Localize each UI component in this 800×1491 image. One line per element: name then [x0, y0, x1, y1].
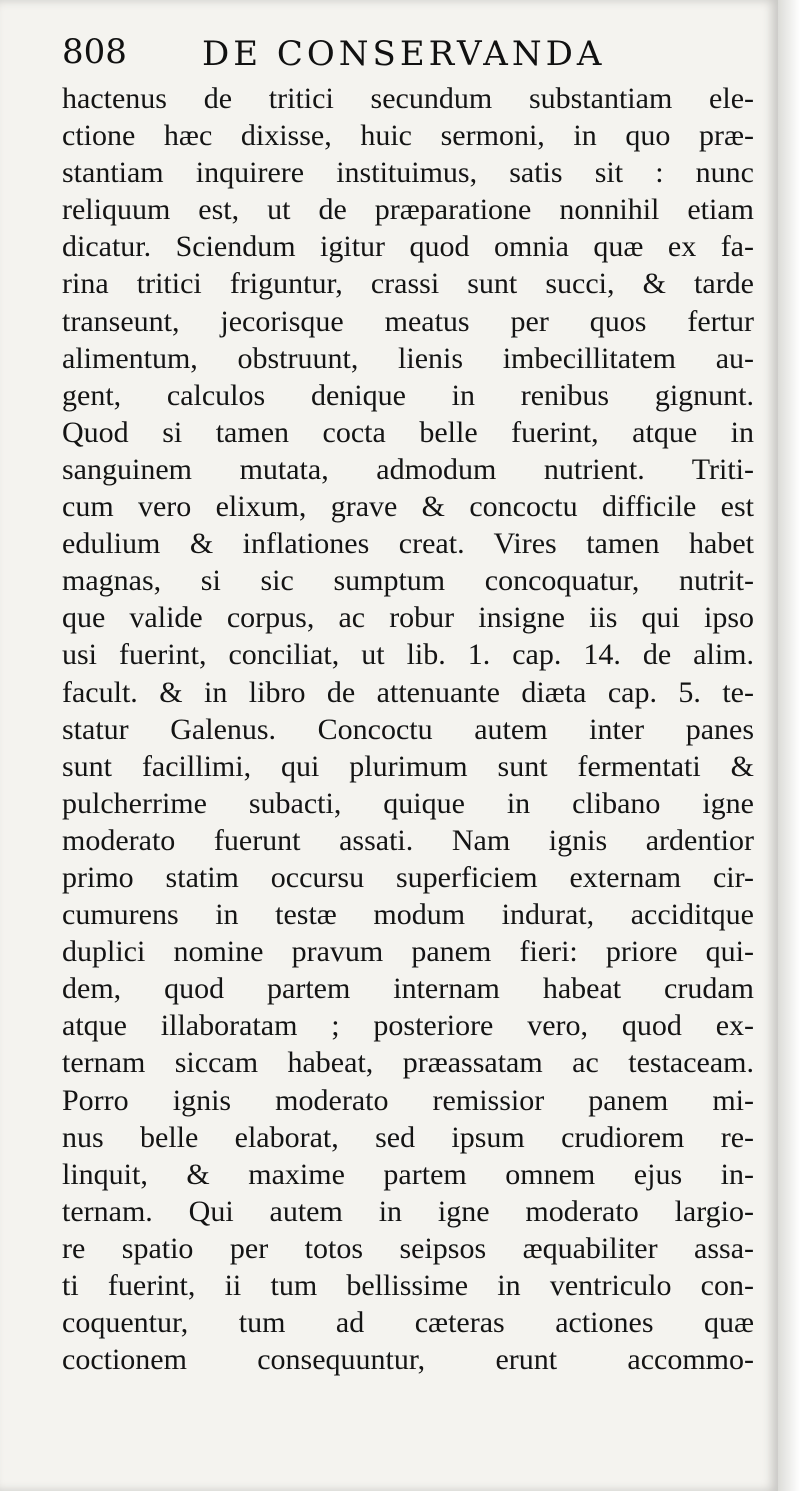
text-line: transeunt, jecorisque meatus per quos fertur: [62, 304, 754, 338]
text-line: linquit, & maxime partem omnem ejus in-: [62, 1157, 754, 1191]
text-line: rina tritici friguntur, crassi sunt succi, & tarde: [62, 267, 754, 301]
text-line: nus belle elaborat, sed ipsum crudiorem re-: [62, 1120, 754, 1154]
page-number: 808: [62, 32, 127, 72]
text-line: primo statim occursu superficiem externam cir-: [62, 860, 754, 894]
text-line: duplici nomine pravum panem fieri: priore qui-: [62, 935, 754, 969]
text-line: Quod si tamen cocta belle fuerint, atque in: [62, 415, 754, 449]
page-header: [62, 30, 762, 80]
text-line: Porro ignis moderato remissior panem mi-: [62, 1083, 754, 1117]
text-line: pulcherrime subacti, quique in clibano igne: [62, 786, 754, 820]
body-text: [62, 80, 754, 1378]
text-line: reliquum est, ut de præparatione nonnihil etiam: [62, 193, 754, 227]
text-line: gent, calculos denique in renibus gignunt.: [62, 378, 754, 412]
text-line: edulium & inflationes creat. Vires tamen habet: [62, 527, 754, 561]
text-line: moderato fuerunt assati. Nam ignis ardentior: [62, 823, 754, 857]
text-line: cum vero elixum, grave & concoctu difficile est: [62, 490, 754, 524]
text-line: usi fuerint, conciliat, ut lib. 1. cap. 14. de alim.: [62, 638, 754, 672]
text-line: ctione hæc dixisse, huic sermoni, in quo præ-: [62, 119, 754, 153]
text-line: dem, quod partem internam habeat crudam: [62, 972, 754, 1006]
text-line: que valide corpus, ac robur insigne iis qui ipso: [62, 601, 754, 635]
text-line: statur Galenus. Concoctu autem inter panes: [62, 712, 754, 746]
text-line: hactenus de tritici secundum substantiam ele-: [62, 82, 754, 115]
text-line: atque illaboratam ; posteriore vero, quod ex-: [62, 1009, 754, 1043]
text-line: ternam. Qui autem in igne moderato largio-: [62, 1194, 754, 1228]
text-line: ti fuerint, ii tum bellissime in ventriculo con-: [62, 1269, 754, 1302]
page-edge: [778, 0, 800, 1491]
text-line: sanguinem mutata, admodum nutrient. Triti-: [62, 452, 754, 486]
text-line: alimentum, obstruunt, lienis imbecillitatem au-: [62, 341, 754, 375]
text-line: sunt facillimi, qui plurimum sunt fermentati &: [62, 749, 754, 783]
text-line: re spatio per totos seipsos æquabiliter assa-: [62, 1231, 754, 1265]
text-line: magnas, si sic sumptum concoquatur, nutrit-: [62, 564, 754, 598]
text-line: facult. & in libro de attenuante diæta cap. 5. te-: [62, 675, 754, 709]
running-head: DE CONSERVANDA: [202, 34, 606, 74]
text-line: coquentur, tum ad cæteras actiones quæ: [62, 1306, 754, 1340]
text-line: coctionem consequuntur, erunt accommo-: [62, 1343, 754, 1377]
text-line: stantiam inquirere instituimus, satis sit : nunc: [62, 156, 754, 190]
text-line: ternam siccam habeat, præassatam ac testaceam.: [62, 1046, 754, 1080]
text-line: cumurens in testæ modum indurat, acciditque: [62, 898, 754, 932]
text-line: dicatur. Sciendum igitur quod omnia quæ ex fa-: [62, 230, 754, 264]
